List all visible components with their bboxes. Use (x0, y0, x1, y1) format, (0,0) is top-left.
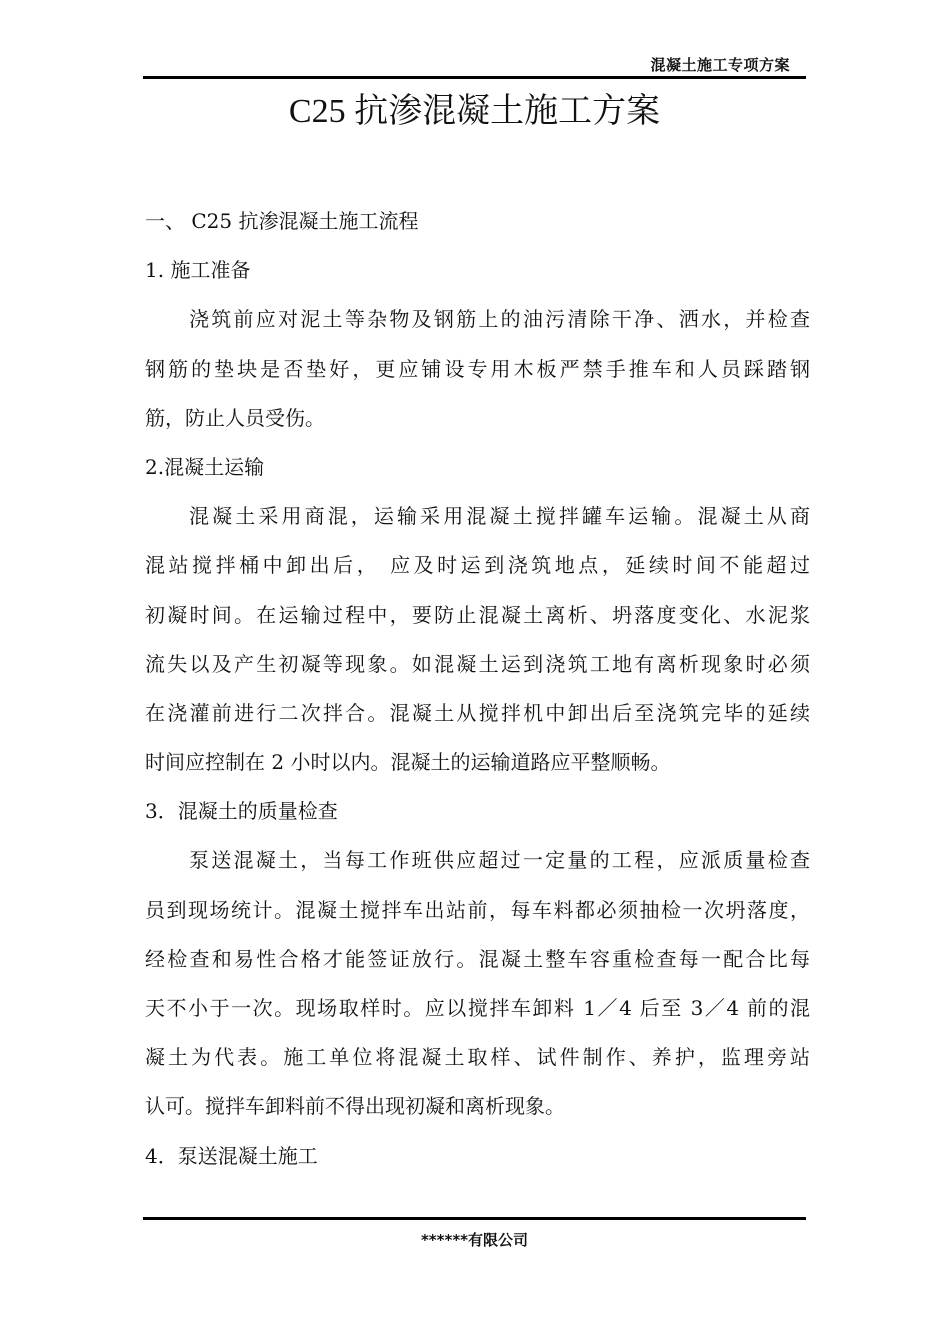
paragraph-line: 浇筑前应对泥土等杂物及钢筋上的油污清除干净、洒水，并检查 (189, 307, 810, 332)
subsection-heading: 3．混凝土的质量检查 (145, 799, 338, 824)
footer-company: ******有限公司 (420, 1231, 529, 1249)
paragraph-line: 混凝土采用商混，运输采用混凝土搅拌罐车运输。混凝土从商 (189, 504, 810, 529)
header-rule (143, 76, 806, 79)
paragraph-line: 混站搅拌桶中卸出后， 应及时运到浇筑地点，延续时间不能超过 (145, 553, 810, 578)
subsection-heading: 1. 施工准备 (145, 258, 251, 283)
running-header: 混凝土施工专项方案 (650, 56, 790, 74)
paragraph-line: 筋，防止人员受伤。 (145, 405, 325, 430)
paragraph-line: 员到现场统计。混凝土搅拌车出站前，每车料都必须抽检一次坍落度， (145, 897, 810, 922)
section-heading: 一、 C25 抗渗混凝土施工流程 (145, 209, 419, 233)
paragraph-line: 凝土为代表。施工单位将混凝土取样、试件制作、养护，监理旁站 (145, 1045, 810, 1070)
paragraph-line: 时间应控制在 2 小时以内。混凝土的运输道路应平整顺畅。 (145, 750, 671, 775)
subsection-heading: 4．泵送混凝土施工 (145, 1143, 318, 1168)
paragraph-line: 经检查和易性合格才能签证放行。混凝土整车容重检查每一配合比每 (145, 946, 810, 971)
subsection-heading: 2.混凝土运输 (145, 454, 265, 479)
paragraph-line: 在浇灌前进行二次拌合。混凝土从搅拌机中卸出后至浇筑完毕的延续 (145, 700, 810, 725)
document-body (145, 197, 810, 1181)
paragraph-line: 天不小于一次。现场取样时。应以搅拌车卸料 1／4 后至 3／4 前的混 (145, 996, 810, 1020)
paragraph-line: 流失以及产生初凝等现象。如混凝土运到浇筑工地有离析现象时必须 (145, 651, 810, 676)
document-title: C25 抗渗混凝土施工方案 (288, 93, 661, 130)
footer-rule (143, 1217, 806, 1220)
paragraph-line: 泵送混凝土，当每工作班供应超过一定量的工程，应派质量检查 (189, 848, 810, 873)
paragraph-line: 认可。搅拌车卸料前不得出现初凝和离析现象。 (145, 1094, 565, 1119)
paragraph-line: 钢筋的垫块是否垫好，更应铺设专用木板严禁手推车和人员踩踏钢 (145, 356, 810, 381)
paragraph-line: 初凝时间。在运输过程中，要防止混凝土离析、坍落度变化、水泥浆 (145, 602, 810, 627)
